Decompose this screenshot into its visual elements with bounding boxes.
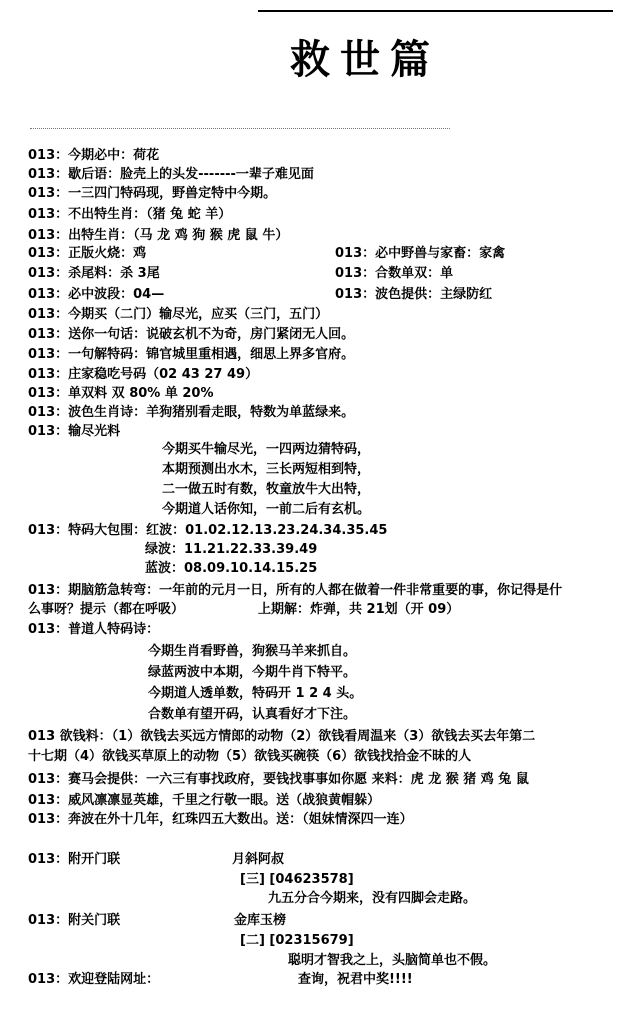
poem-line: 今期道人透单数，特码开 1 2 4 头。: [148, 686, 363, 701]
close-couplet-title: 金库玉榜: [234, 913, 287, 928]
line-fire-burn: 013：正版火烧：鸡: [28, 246, 147, 261]
line-must-win: 013：今期必中：荷花: [28, 148, 160, 163]
line-riddle: 013：期脑筋急转弯：一年前的元月一日，所有的人都在做着一件非常重要的事，你记得是什: [28, 583, 563, 598]
line-xiehouyu: 013：歇后语：脸壳上的头发-------一辈子难见面: [28, 167, 314, 182]
line-close-couplet: 013：附关门联: [28, 913, 121, 928]
line-134-gate: 013：一三四门特码现，野兽定特中今期。: [28, 186, 277, 201]
open-couplet-numbers: [三] [04623578]: [240, 872, 354, 887]
poem-line: 二一做五时有数，牧童放牛大出特，: [162, 482, 371, 497]
poem-line: 今期生肖看野兽，狗猴马羊来抓自。: [148, 644, 357, 659]
line-good-luck: 查询，祝君中奖!!!!: [298, 972, 413, 987]
line-hero: 013：威风凛凛显英雄，千里之行敬一眼。送（战狼黄帽躲）: [28, 793, 381, 808]
line-odd-even-ratio: 013：单双料 双 80% 单 20%: [28, 386, 214, 401]
dotted-separator: [30, 128, 450, 129]
line-poem2-heading: 013：普道人特码诗：: [28, 622, 160, 637]
line-blue-wave: 蓝波：08.09.10.14.15.25: [145, 561, 318, 576]
line-travel: 013：奔波在外十几年，红珠四五大数出。送：（姐妹情深四一连）: [28, 812, 413, 827]
open-couplet-verse: 九五分合今期来，没有四脚会走路。: [268, 891, 477, 906]
line-banker-numbers: 013：庄家稳吃号码（02 43 27 49）: [28, 367, 259, 382]
line-wave-band: 013：必中波段：04—: [28, 287, 165, 302]
poem-line: 绿蓝两波中本期，今期牛肖下特平。: [148, 665, 357, 680]
line-wave-zodiac-poem: 013：波色生肖诗：羊狗猪别看走眼，特数为单蓝绿来。: [28, 405, 355, 420]
poem-line: 今期道人话你知，一前二后有玄机。: [162, 502, 371, 517]
page-title: 救世篇: [290, 36, 440, 83]
close-couplet-verse: 聪明才智我之上，头脑简单也不假。: [288, 953, 497, 968]
line-odd-even: 013：合数单双：单: [335, 266, 454, 281]
line-gift-phrase: 013：送你一句话：说破玄机不为奇，房门紧闭无人回。: [28, 327, 355, 342]
line-out-zodiac: 013：出特生肖：（马 龙 鸡 狗 猴 虎 鼠 牛）: [28, 228, 289, 243]
line-one-sentence: 013：一句解特码：锦官城里重相遇，细思上界多官府。: [28, 347, 355, 362]
line-riddle-answer: 上期解：炸弹，共 21划（开 09）: [258, 602, 460, 617]
line-green-wave: 绿波：11.21.22.33.39.49: [145, 542, 318, 557]
line-open-couplet: 013：附开门联: [28, 852, 121, 867]
line-lose-all: 013：输尽光料: [28, 424, 121, 439]
line-wave-color: 013：波色提供：主绿防红: [335, 287, 493, 302]
line-money-riddle-cont: 十七期（4）欲钱买草原上的动物（5）欲钱买碗筷（6）欲钱找拾金不昧的人: [28, 749, 472, 764]
poem-line: 本期预测出水木，三长两短相到特，: [162, 462, 371, 477]
line-gates: 013：今期买（二门）输尽光，应买（三门，五门）: [28, 307, 329, 322]
line-riddle-hint: 么事呀？提示（都在呼吸）: [28, 602, 185, 617]
line-beast-livestock: 013：必中野兽与家畜：家禽: [335, 246, 506, 261]
poem-line: 合数单有望开码，认真看好才下注。: [148, 707, 357, 722]
close-couplet-numbers: [二] [02315679]: [240, 933, 354, 948]
open-couplet-title: 月斜阿叔: [232, 852, 285, 867]
line-red-wave: 013：特码大包围：红波：01.02.12.13.23.24.34.35.45: [28, 523, 388, 538]
top-rule: [258, 10, 613, 12]
line-kill-tail: 013：杀尾料：杀 3尾: [28, 266, 160, 281]
line-money-riddle: 013 欲钱料：（1）欲钱去买远方情郎的动物（2）欲钱看周温来（3）欲钱去买去年第二: [28, 729, 536, 744]
line-not-out-zodiac: 013：不出特生肖：（猪 兔 蛇 羊）: [28, 207, 232, 222]
poem-line: 今期买牛输尽光，一四两边猜特码，: [162, 442, 371, 457]
line-welcome-url: 013：欢迎登陆网址：: [28, 972, 160, 987]
line-horse-club: 013：赛马会提供：一六三有事找政府，要钱找事事如你愿 来料：虎 龙 猴 猪 鸡 兔 鼠: [28, 772, 529, 787]
